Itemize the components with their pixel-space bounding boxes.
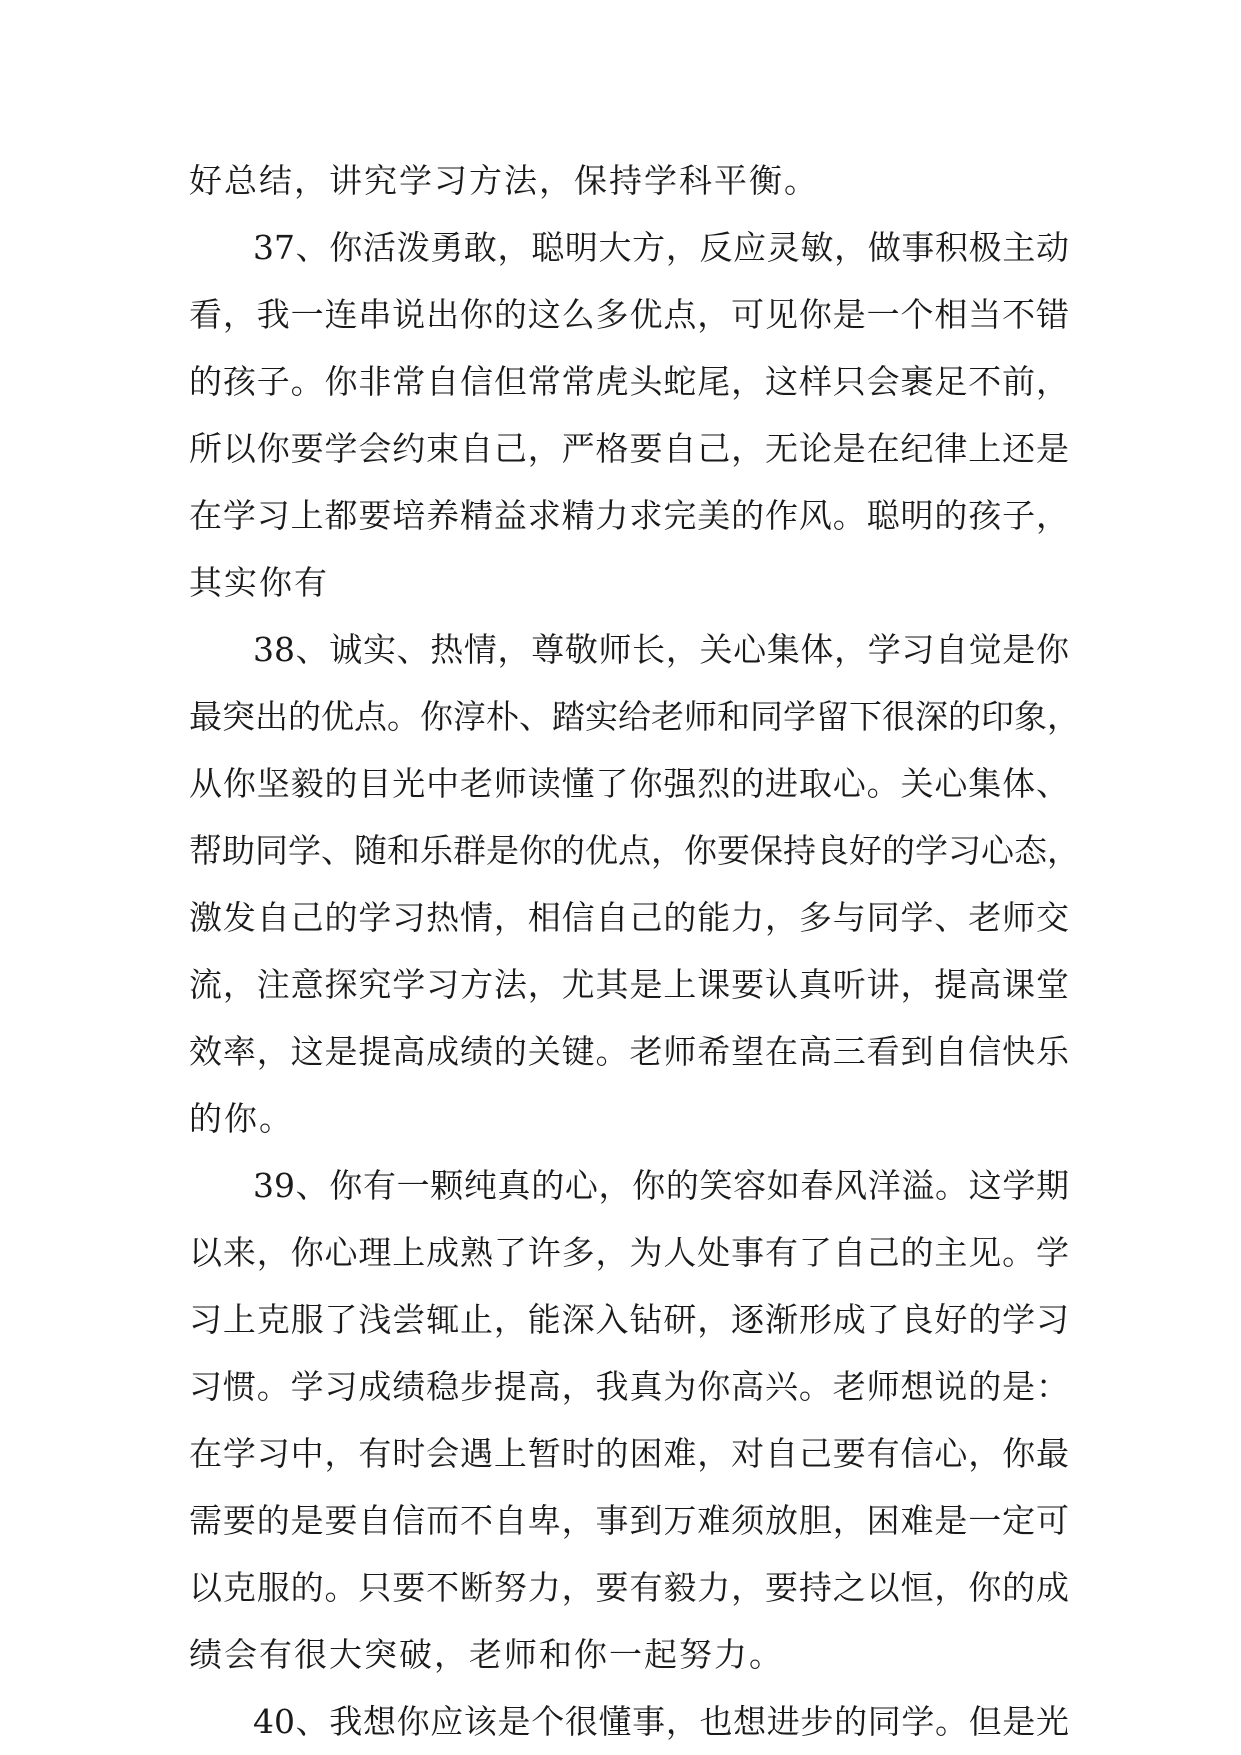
- text-line: 激发自己的学习热情，相信自己的能力，多与同学、老师交: [189, 898, 1069, 937]
- text-line: 38、诚实、热情，尊敬师长，关心集体，学习自觉是你: [253, 630, 1069, 669]
- document-body: [189, 147, 1080, 1755]
- text-line: 的孩子。你非常自信但常常虎头蛇尾，这样只会裹足不前，: [189, 362, 1069, 401]
- text-line: 绩会有很大突破，老师和你一起努力。: [189, 1635, 784, 1674]
- text-line: 以来，你心理上成熟了许多，为人处事有了自己的主见。学: [189, 1233, 1069, 1272]
- text-line: 帮助同学、随和乐群是你的优点，你要保持良好的学习心态，: [189, 831, 1080, 870]
- text-line: 需要的是要自信而不自卑，事到万难须放胆，困难是一定可: [189, 1501, 1069, 1540]
- text-line: 看，我一连串说出你的这么多优点，可见你是一个相当不错: [189, 295, 1069, 334]
- text-line: 好总结，讲究学习方法，保持学科平衡。: [189, 161, 819, 200]
- text-line: 39、你有一颗纯真的心，你的笑容如春风洋溢。这学期: [253, 1166, 1069, 1205]
- text-line: 效率，这是提高成绩的关键。老师希望在高三看到自信快乐: [189, 1032, 1069, 1071]
- text-line: 以克服的。只要不断努力，要有毅力，要持之以恒，你的成: [189, 1568, 1069, 1607]
- text-line: 最突出的优点。你淳朴、踏实给老师和同学留下很深的印象，: [189, 697, 1080, 736]
- text-line: 习惯。学习成绩稳步提高，我真为你高兴。老师想说的是：: [189, 1367, 1069, 1406]
- text-line: 所以你要学会约束自己，严格要自己，无论是在纪律上还是: [189, 429, 1069, 468]
- text-line: 流，注意探究学习方法，尤其是上课要认真听讲，提高课堂: [189, 965, 1069, 1004]
- text-line: 在学习上都要培养精益求精力求完美的作风。聪明的孩子，: [189, 496, 1069, 535]
- text-line: 从你坚毅的目光中老师读懂了你强烈的进取心。关心集体、: [189, 764, 1069, 803]
- text-line: 习上克服了浅尝辄止，能深入钻研，逐渐形成了良好的学习: [189, 1300, 1069, 1339]
- text-line: 37、你活泼勇敢，聪明大方，反应灵敏，做事积极主动: [253, 228, 1069, 267]
- text-line: 在学习中，有时会遇上暂时的困难，对自己要有信心，你最: [189, 1434, 1069, 1473]
- text-line: 40、我想你应该是个很懂事，也想进步的同学。但是光: [253, 1702, 1069, 1741]
- text-line: 其实你有: [189, 563, 329, 602]
- text-line: 的你。: [189, 1099, 294, 1138]
